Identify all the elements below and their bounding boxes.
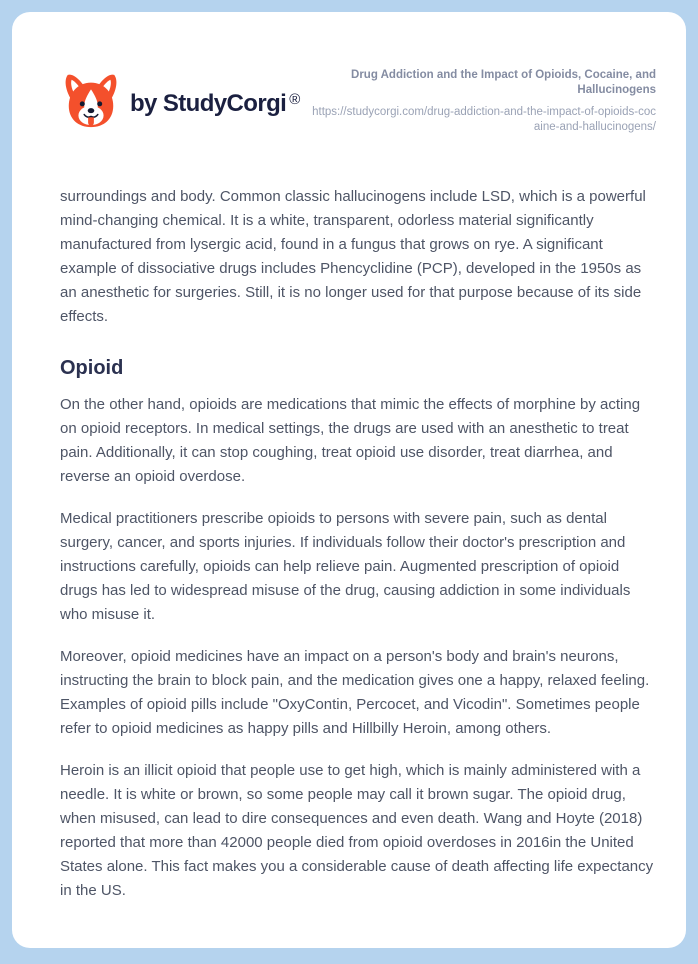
- paragraph: Moreover, opioid medicines have an impact on a person's body and brain's neurons, instructing the brain to block pain, and the medication gives one a happy, relaxed feeling. Examples of opioid pills include "OxyContin, Percocet, and Vicodin". Sometimes people refer to opioid medicines as happy pills and Hillbilly Heroin, among others.: [60, 648, 650, 737]
- article-body: [60, 185, 656, 903]
- document-header: [60, 69, 656, 135]
- document-card: [12, 12, 686, 948]
- studycorgi-brand: [60, 72, 300, 135]
- brand-name-label: by StudyCorgi ®: [130, 89, 300, 117]
- intro-paragraph: surroundings and body. Common classic hallucinogens include LSD, which is a powerful mind-changing chemical. It is a white, transparent, odorless material significantly manufactured from lysergic acid, found in a fungus that grows on rye. A significant example of dissociative drugs includes Phencyclidine (PCP), developed in the 1950s as an anesthetic for surgeries. Still, it is no longer used for that purpose because of its side effects.: [60, 188, 646, 325]
- section-heading-opioid: Opioid: [60, 357, 124, 379]
- document-url: https://studycorgi.com/drug-addiction-and-the-impact-of-opioids-cocaine-and-hallucinogens/: [312, 106, 656, 133]
- document-title: Drug Addiction and the Impact of Opioids, Cocaine, and Hallucinogens: [351, 69, 656, 96]
- registered-trademark-symbol: ®: [289, 90, 300, 108]
- document-meta: [306, 68, 656, 135]
- corgi-logo-icon: [60, 72, 122, 135]
- paragraph: On the other hand, opioids are medications that mimic the effects of morphine by acting on opioid receptors. In medical settings, the drugs are used with an anesthetic to treat pain. Additionally, it can stop coughing, treat opioid use disorder, treat diarrhea, and reverse an opioid overdose.: [60, 396, 641, 485]
- paragraph: Heroin is an illicit opioid that people use to get high, which is mainly administered with a needle. It is white or brown, so some people may call it brown sugar. The opioid drug, when misused, can lead to dire consequences and even death. Wang and Hoyte (2018) reported that more than 42000 people died from opioid overdoses in 2016in the United States alone. This fact makes you a considerable cause of death affecting life expectancy in the US.: [60, 762, 654, 899]
- paragraph: Medical practitioners prescribe opioids to persons with severe pain, such as dental surgery, cancer, and sports injuries. If individuals follow their doctor's prescription and instructions carefully, opioids can help relieve pain. Augmented prescription of opioid drugs has led to widespread misuse of the drug, causing addiction in some individuals who misuse it.: [60, 510, 631, 623]
